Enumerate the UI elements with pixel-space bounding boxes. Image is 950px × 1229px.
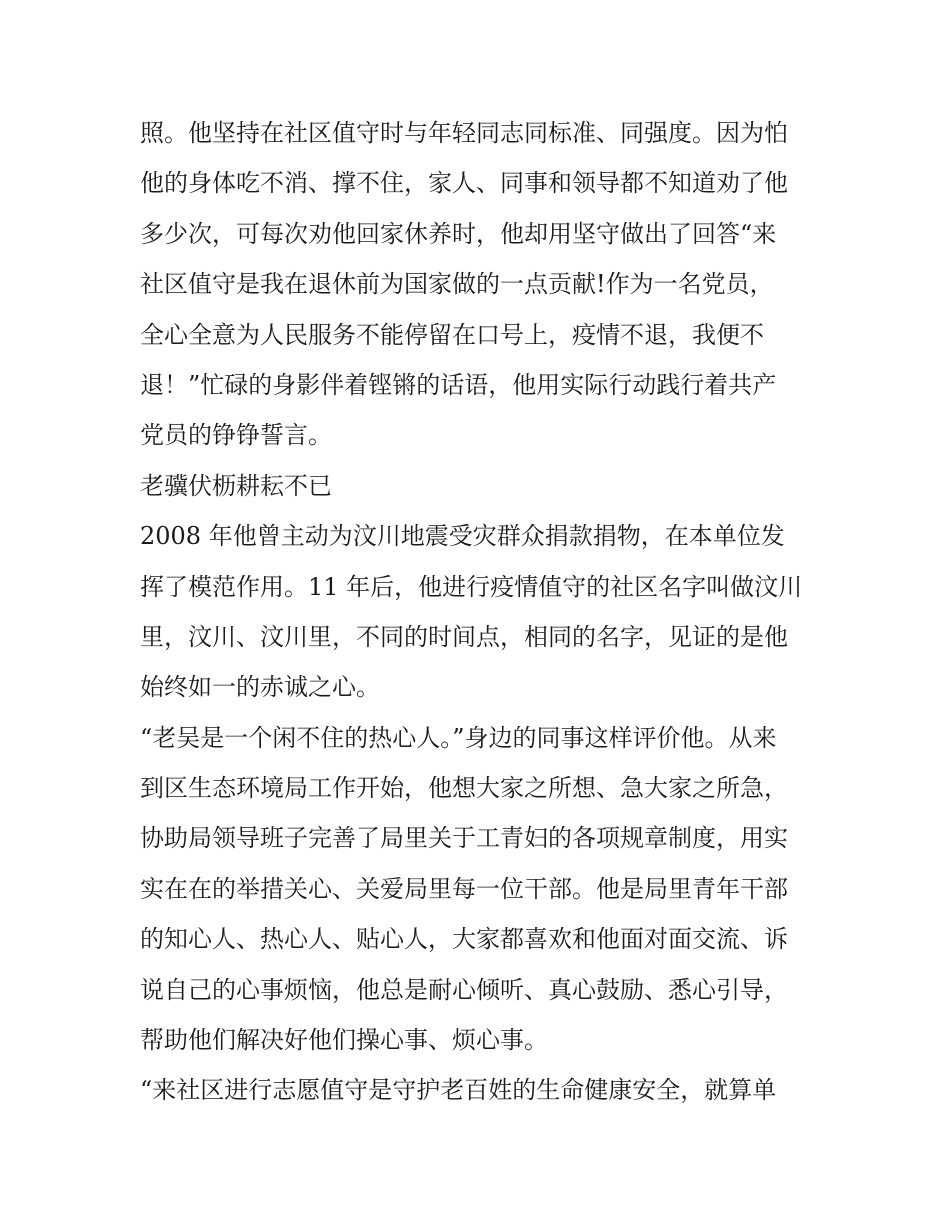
text-line: 多少次，可每次劝他回家休养时，他却用坚守做出了回答“来: [140, 219, 777, 248]
text-line: 社区值守是我在退休前为国家做的一点贡献!作为一名党员，: [140, 270, 774, 299]
section-heading: 老骥伏枥耕耘不已: [140, 471, 332, 500]
text-line: 协助局领导班子完善了局里关于工青妇的各项规章制度，用实: [140, 824, 788, 853]
text-line: “来社区进行志愿值守是守护老百姓的生命健康安全，就算单: [140, 1076, 777, 1105]
text-line: 全心全意为人民服务不能停留在口号上，疫情不退，我便不: [140, 320, 764, 349]
text-line: “老吴是一个闲不住的热心人。”身边的同事这样评价他。从来: [140, 723, 777, 752]
text-line: 里，汶川、汶川里，不同的时间点，相同的名字，见证的是他: [140, 622, 788, 651]
document-body: [140, 108, 820, 1116]
text-line: 的知心人、热心人、贴心人，大家都喜欢和他面对面交流、诉: [140, 925, 788, 954]
text-line: 照。他坚持在社区值守时与年轻同志同标准、同强度。因为怕: [140, 119, 788, 147]
text-line: 实在在的举措关心、关爱局里每一位干部。他是局里青年干部: [140, 874, 788, 903]
text-line: 他的身体吃不消、撑不住，家人、同事和领导都不知道劝了他: [140, 169, 788, 198]
text-line: 始终如一的赤诚之心。: [140, 673, 380, 702]
text-line: 到区生态环境局工作开始，他想大家之所想、急大家之所急，: [140, 774, 788, 803]
text-line: 退！”忙碌的身影伴着铿锵的话语，他用实际行动践行着共产: [140, 370, 777, 399]
text-line: 说自己的心事烦恼，他总是耐心倾听、真心鼓励、悉心引导，: [140, 975, 788, 1004]
text-line: 挥了模范作用。11 年后，他进行疫情值守的社区名字叫做汶川: [140, 572, 803, 601]
text-line: 党员的铮铮誓言。: [140, 421, 332, 450]
text-line: 帮助他们解决好他们操心事、烦心事。: [140, 1026, 548, 1055]
text-line: 2008 年他曾主动为汶川地震受灾群众捐款捐物，在本单位发: [140, 522, 785, 551]
